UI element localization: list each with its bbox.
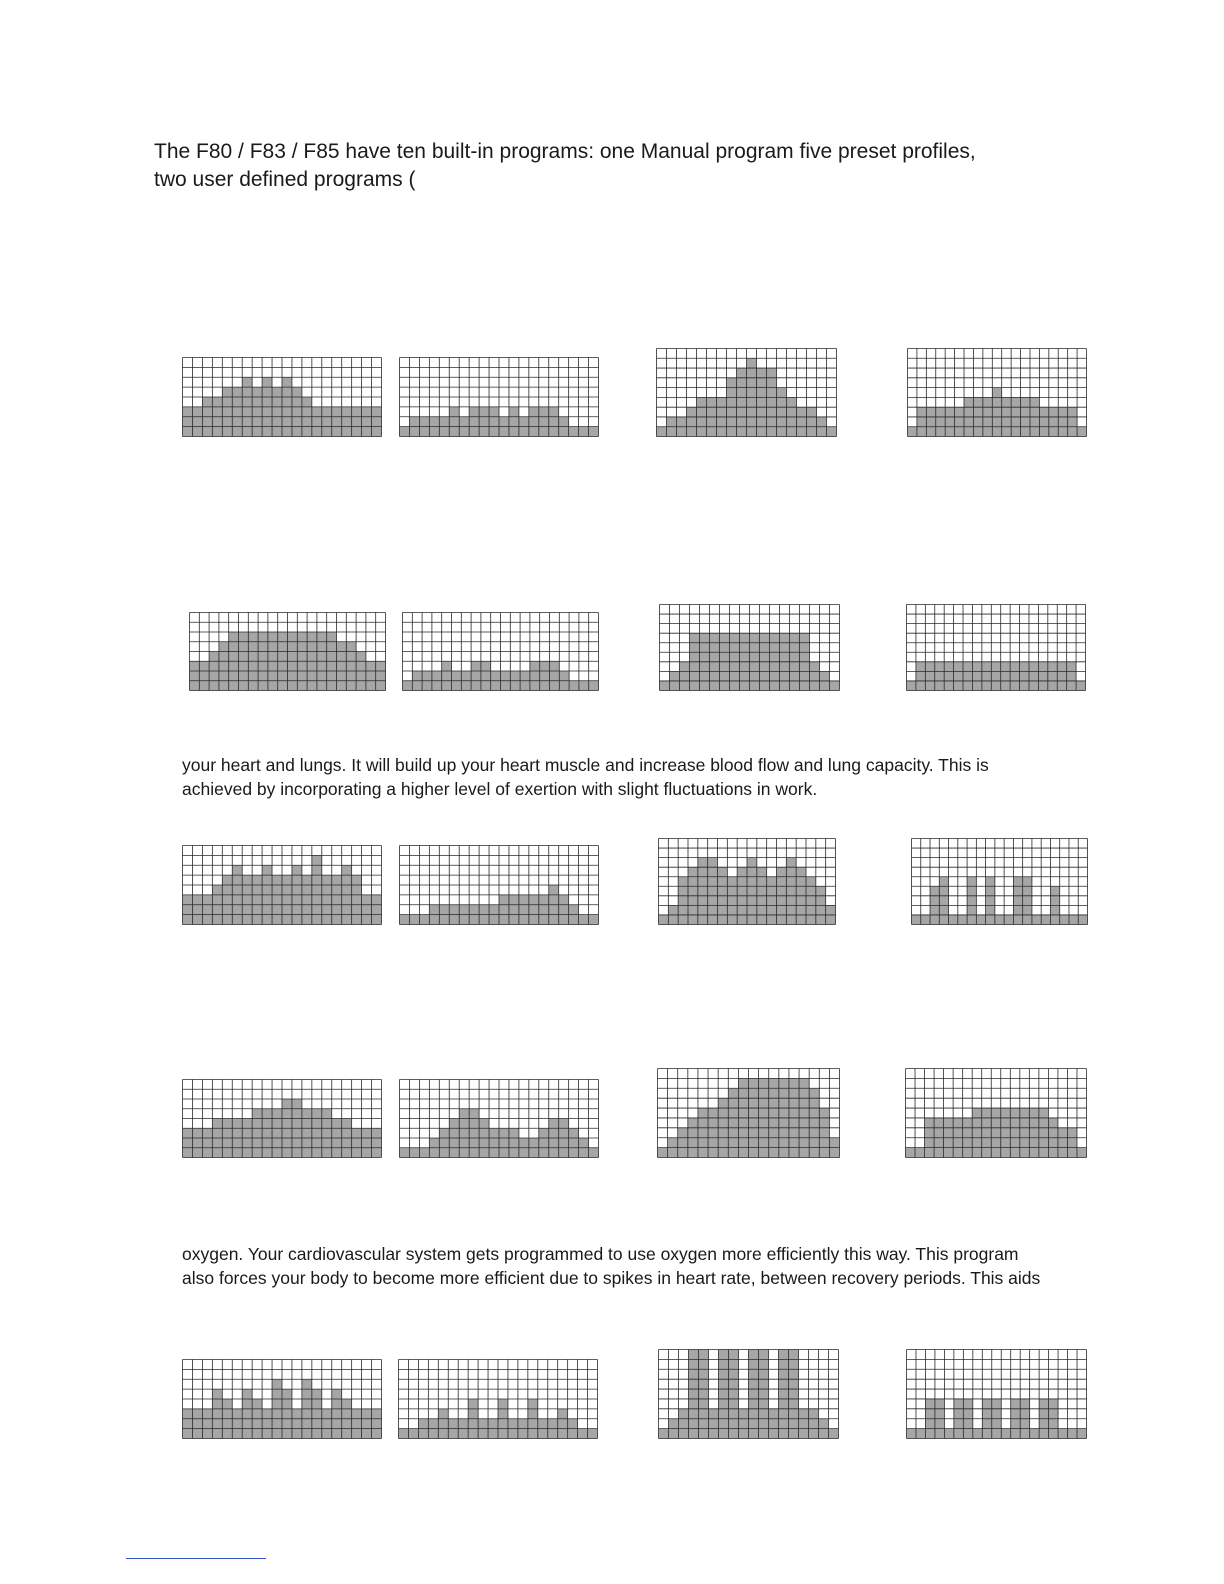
profile-bar <box>789 1350 799 1439</box>
profile-grid <box>659 604 840 691</box>
profile-bar <box>219 642 229 691</box>
profile-bar <box>829 1429 839 1439</box>
profile-bar <box>698 1108 708 1157</box>
profile-bar <box>400 1148 410 1158</box>
profile-bar <box>212 1389 222 1438</box>
profile-bar <box>579 681 589 691</box>
heart-line-1: your heart and lungs. It will build up your heart muscle and increase blood flow and lung capacity. This is <box>182 755 989 775</box>
profile-bar <box>192 1128 202 1157</box>
profile-bar <box>777 388 787 437</box>
profile-bar <box>708 1108 718 1157</box>
profile-bar <box>1038 662 1047 691</box>
profile-bar <box>1078 915 1087 925</box>
profile-grid <box>398 1359 598 1439</box>
profile-bar <box>1077 1429 1086 1439</box>
profile-bar <box>539 895 549 925</box>
profile-bar <box>767 368 777 436</box>
profile-bar <box>819 1108 829 1157</box>
profile-bar <box>550 661 560 690</box>
profile-bar <box>183 1409 193 1439</box>
profile-grid <box>399 357 599 437</box>
profile-bar <box>958 915 967 925</box>
profile-bar <box>469 407 479 437</box>
grid-lines <box>400 1080 599 1158</box>
profile-bar <box>589 681 599 691</box>
oxygen-line-2: also forces your body to become more efficient due to spikes in heart rate, between recovery periods. This aids <box>182 1268 1041 1288</box>
profile-bar <box>272 387 282 436</box>
profile-bar <box>302 1109 312 1158</box>
profile-bar <box>1049 407 1058 436</box>
profile-bar <box>539 1128 549 1157</box>
profile-bar <box>1076 681 1085 691</box>
profile-bar <box>689 1350 699 1439</box>
profile-bar <box>658 1148 668 1158</box>
profile-bar <box>917 407 926 436</box>
profile-bar <box>262 1109 272 1158</box>
profile-bar <box>699 1350 709 1439</box>
grid-lines <box>183 1360 382 1439</box>
profile-bar <box>1010 662 1019 691</box>
profile-bar <box>588 1429 598 1439</box>
profile-bar <box>657 427 667 437</box>
profile-bar <box>963 662 972 691</box>
profile-bar <box>1001 662 1010 691</box>
profile-bar <box>579 427 589 437</box>
profile-bar <box>916 1429 925 1439</box>
profile-bar <box>1032 915 1041 925</box>
profile-bar <box>799 1409 809 1439</box>
profile-bar <box>400 427 410 437</box>
profile-bar <box>408 1429 418 1439</box>
profile-bar <box>439 1128 449 1157</box>
profile-bar <box>906 1148 916 1158</box>
profile-bar <box>1077 1148 1087 1158</box>
profile-bar <box>569 681 579 691</box>
grid-lines <box>183 846 382 925</box>
profile-bar <box>939 877 948 925</box>
profile-bar <box>687 407 697 436</box>
profile-bar <box>509 407 519 437</box>
profile-bar <box>679 1409 689 1439</box>
profile-bar <box>272 875 282 924</box>
profile-bar <box>322 1109 332 1158</box>
grid-lines <box>183 1080 382 1158</box>
profile-bar <box>499 1128 509 1157</box>
profile-bar <box>1001 1429 1010 1439</box>
profile-bar <box>659 1429 669 1439</box>
heart-line-2: achieved by incorporating a higher level of exertion with slight fluctuations in work. <box>182 779 818 799</box>
profile-bar <box>419 915 429 925</box>
grid-lines <box>400 846 599 925</box>
profile-bar <box>944 662 953 691</box>
profile-bar <box>372 407 382 437</box>
intro-line-2: two user defined programs ( <box>154 168 416 191</box>
profile-bar <box>312 855 322 924</box>
heart-paragraph <box>182 753 1102 801</box>
oxygen-paragraph <box>182 1242 1102 1290</box>
profile-bar <box>955 407 964 436</box>
profile-bar <box>749 1350 759 1439</box>
profile-bar <box>409 915 419 925</box>
profile-bar <box>479 407 489 437</box>
profile-bar <box>827 427 837 437</box>
profile-bar <box>332 875 342 924</box>
profile-bar <box>202 895 212 925</box>
profile-bar <box>242 875 252 924</box>
profile-bar <box>1058 1429 1067 1439</box>
profile-grid <box>399 845 599 925</box>
profile-bar <box>282 875 292 924</box>
profile-bar <box>322 875 332 924</box>
oxygen-line-1: oxygen. Your cardiovascular system gets programmed to use oxygen more efficiently this way. This program <box>182 1244 1019 1264</box>
profile-bar <box>569 427 579 437</box>
profile-bar <box>1067 662 1076 691</box>
profile-grid <box>657 1068 840 1158</box>
profile-bar <box>728 1088 738 1157</box>
profile-bar <box>1069 915 1078 925</box>
profile-bar <box>578 1429 588 1439</box>
profile-bar <box>332 1389 342 1438</box>
profile-bar <box>992 388 1001 437</box>
profile-bar <box>366 661 376 690</box>
profile-bar <box>1058 407 1067 436</box>
profile-bar <box>252 387 262 436</box>
profile-bar <box>1030 1429 1039 1439</box>
profile-bar <box>907 1429 916 1439</box>
profile-bar <box>232 387 242 436</box>
profile-bar <box>292 1409 302 1439</box>
profile-bar <box>183 407 193 437</box>
profile-bar <box>908 427 917 437</box>
profile-bar <box>698 858 708 925</box>
profile-bar <box>921 915 930 925</box>
profile-bar <box>362 895 372 925</box>
profile-bar <box>362 407 372 437</box>
profile-bar <box>809 1088 819 1157</box>
profile-grid <box>911 838 1088 925</box>
profile-bar <box>1010 1108 1020 1157</box>
profile-bar <box>659 915 669 925</box>
profile-bar <box>346 642 356 691</box>
profile-bar <box>1020 1108 1030 1157</box>
profile-bar <box>190 661 200 690</box>
profile-bar <box>806 877 816 925</box>
profile-bar <box>419 1148 429 1158</box>
profile-bar <box>810 662 820 691</box>
profile-bar <box>729 1350 739 1439</box>
intro-paragraph <box>154 138 1114 194</box>
profile-grid <box>658 1349 839 1439</box>
profile-bar <box>292 387 302 436</box>
grid-lines <box>183 358 382 437</box>
profile-bar <box>372 895 382 925</box>
profile-bar <box>529 407 539 437</box>
profile-bar <box>262 1409 272 1439</box>
profile-bar <box>967 877 976 925</box>
profile-bar <box>1013 877 1022 925</box>
profile-bar <box>912 915 921 925</box>
profile-bar <box>1058 1128 1068 1158</box>
profile-bar <box>489 407 499 437</box>
profile-bar <box>352 407 362 437</box>
profile-grid <box>402 612 599 691</box>
profile-bar <box>976 915 985 925</box>
profile-bar <box>1020 662 1029 691</box>
profile-bar <box>540 661 550 690</box>
profile-bar <box>481 661 491 690</box>
profile-bar <box>252 1109 262 1158</box>
profile-bar <box>559 895 569 925</box>
profile-bar <box>192 1409 202 1439</box>
profile-bar <box>1077 427 1086 437</box>
profile-bar <box>192 895 202 925</box>
profile-bar <box>925 662 934 691</box>
profile-grid <box>189 612 386 691</box>
profile-bar <box>372 1128 382 1157</box>
profile-bar <box>442 661 452 690</box>
profile-bar <box>471 661 481 690</box>
profile-bar <box>935 662 944 691</box>
profile-bar <box>769 1409 779 1439</box>
profile-bar <box>660 681 670 691</box>
profile-bar <box>589 1148 599 1158</box>
profile-bar <box>1023 877 1032 925</box>
profile-bar <box>972 1108 982 1157</box>
profile-bar <box>322 1409 332 1439</box>
profile-bar <box>973 1429 982 1439</box>
profile-bar <box>199 661 209 690</box>
profile-bar <box>202 1128 212 1157</box>
profile-bar <box>982 1108 992 1157</box>
profile-bar <box>272 1109 282 1158</box>
profile-bar <box>569 1128 579 1157</box>
profile-bar <box>991 1108 1001 1157</box>
profile-bar <box>469 1109 479 1158</box>
profile-bar <box>830 681 840 691</box>
profile-bar <box>579 915 589 925</box>
profile-bar <box>519 895 529 925</box>
profile-bar <box>509 1128 519 1157</box>
profile-bar <box>403 681 413 691</box>
profile-bar <box>759 1350 769 1439</box>
profile-bar <box>282 1389 292 1438</box>
profile-bar <box>449 407 459 437</box>
profile-bar <box>530 661 540 690</box>
profile-grid <box>906 604 1086 691</box>
profile-bar <box>312 1389 322 1438</box>
profile-bar <box>719 1350 729 1439</box>
profile-bar <box>926 407 935 436</box>
profile-bar <box>539 407 549 437</box>
profile-bar <box>944 1429 953 1439</box>
profile-bar <box>1039 1108 1049 1157</box>
profile-bar <box>709 1409 719 1439</box>
profile-grid <box>658 838 836 925</box>
profile-bar <box>549 407 559 437</box>
profile-bar <box>1029 662 1038 691</box>
profile-grid <box>906 1349 1087 1439</box>
profile-bar <box>797 407 807 436</box>
profile-bar <box>915 1148 925 1158</box>
profile-bar <box>222 875 232 924</box>
profile-bar <box>589 427 599 437</box>
profile-bar <box>739 1409 749 1439</box>
profile-bar <box>680 662 690 691</box>
profile-bar <box>399 1429 409 1439</box>
profile-bar <box>459 1109 469 1158</box>
profile-bar <box>1029 1108 1039 1157</box>
profile-bar <box>1041 915 1050 925</box>
profile-bar <box>1001 1108 1011 1157</box>
profile-bar <box>222 387 232 436</box>
profile-bar <box>362 1128 372 1157</box>
profile-bar <box>183 895 193 925</box>
profile-bar <box>747 858 757 925</box>
profile-bar <box>589 915 599 925</box>
profile-grid <box>656 348 837 437</box>
profile-bar <box>312 407 322 437</box>
profile-bar <box>352 1128 362 1157</box>
profile-bar <box>400 915 410 925</box>
profile-grid <box>182 845 382 925</box>
profile-bar <box>438 1409 448 1439</box>
profile-bar <box>737 368 747 436</box>
profile-bar <box>352 875 362 924</box>
profile-bar <box>986 877 995 925</box>
profile-bar <box>312 1109 322 1158</box>
profile-bar <box>192 407 202 437</box>
profile-bar <box>678 877 688 925</box>
profile-bar <box>779 1350 789 1439</box>
profile-bar <box>991 662 1000 691</box>
profile-bar <box>242 1389 252 1438</box>
profile-bar <box>337 642 347 691</box>
profile-bar <box>945 407 954 436</box>
profile-bar <box>302 875 312 924</box>
profile-bar <box>767 877 777 925</box>
profile-grid <box>182 1079 382 1158</box>
grid-lines <box>190 613 386 691</box>
profile-bar <box>678 1128 688 1158</box>
profile-grid <box>182 357 382 437</box>
profile-bar <box>252 875 262 924</box>
profile-bar <box>332 407 342 437</box>
profile-bar <box>376 661 386 690</box>
profile-bar <box>558 1409 568 1439</box>
grid-lines <box>403 613 599 691</box>
intro-line-1: The F80 / F83 / F85 have ten built-in programs: one Manual program five preset profiles, <box>154 140 976 163</box>
profile-bar <box>183 1128 193 1157</box>
profile-bar <box>342 407 352 437</box>
profile-bar <box>499 895 509 925</box>
profile-bar <box>362 1409 372 1439</box>
profile-bar <box>1048 662 1057 691</box>
profile-bar <box>1004 915 1013 925</box>
profile-bar <box>1057 662 1066 691</box>
profile-grid <box>905 1068 1087 1158</box>
profile-bar <box>995 915 1004 925</box>
profile-grid <box>182 1359 382 1439</box>
profile-bar <box>372 1409 382 1439</box>
profile-bar <box>727 877 737 925</box>
profile-bar <box>949 915 958 925</box>
profile-grid <box>907 348 1087 437</box>
profile-bar <box>807 407 817 436</box>
footnote-rule <box>126 1558 266 1559</box>
profile-bar <box>1068 1429 1077 1439</box>
profile-bar <box>1067 1128 1077 1158</box>
profile-bar <box>352 1409 362 1439</box>
profile-bar <box>409 1148 419 1158</box>
profile-bar <box>322 407 332 437</box>
profile-bar <box>982 662 991 691</box>
profile-bar <box>1068 407 1077 436</box>
profile-bar <box>907 681 916 691</box>
profile-bar <box>972 662 981 691</box>
profile-bar <box>757 368 767 436</box>
profile-bar <box>936 407 945 436</box>
profile-bar <box>232 1409 242 1439</box>
profile-bar <box>1060 915 1069 925</box>
profile-bar <box>916 662 925 691</box>
profile-bar <box>809 1409 819 1439</box>
grid-lines <box>400 358 599 437</box>
grid-lines <box>399 1360 598 1439</box>
profile-bar <box>1039 407 1048 436</box>
profile-bar <box>708 858 718 925</box>
profile-bar <box>954 662 963 691</box>
profile-bar <box>786 858 796 925</box>
profile-bar <box>529 895 539 925</box>
profile-grid <box>399 1079 599 1158</box>
profile-bar <box>202 1409 212 1439</box>
profile-bar <box>489 1128 499 1157</box>
profile-bar <box>509 895 519 925</box>
